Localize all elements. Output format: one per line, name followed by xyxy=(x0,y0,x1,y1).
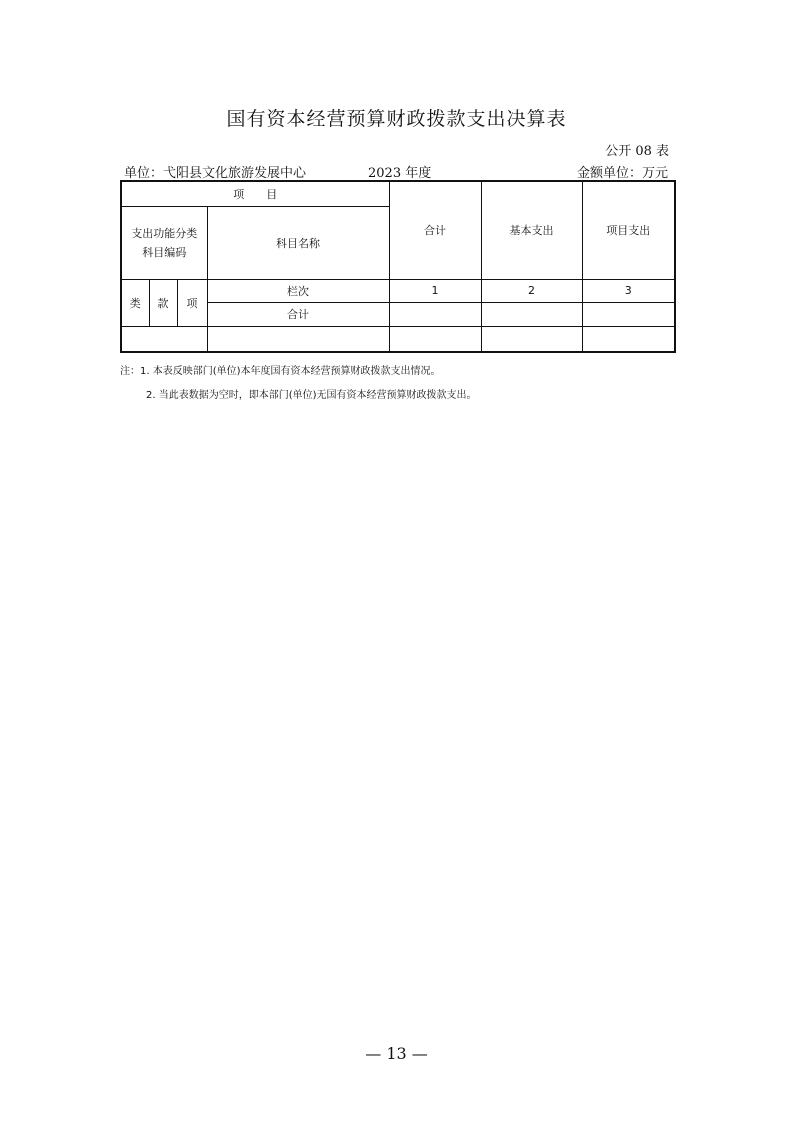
table-notes xyxy=(120,360,477,408)
reporting-unit: 单位：弋阳县文化旅游发展中心 xyxy=(124,166,307,181)
column-number-label: 栏次 xyxy=(207,279,389,302)
project-expenditure-header: 项目支出 xyxy=(582,181,675,279)
page-title: 国有资本经营预算财政拨款支出决算表 xyxy=(226,108,567,130)
empty-name-cell xyxy=(207,326,389,352)
form-number: 公开 08 表 xyxy=(605,144,669,159)
fiscal-year: 2023 年度 xyxy=(368,166,432,181)
column-number-1: 1 xyxy=(389,279,481,302)
kuan-header: 款 xyxy=(149,279,177,326)
empty-basic-cell xyxy=(481,326,582,352)
sum-project-cell xyxy=(582,302,675,326)
function-class-code-header xyxy=(121,206,207,279)
sum-total-cell xyxy=(389,302,481,326)
sum-basic-cell xyxy=(481,302,582,326)
note-1: 注：1. 本表反映部门(单位)本年度国有资本经营预算财政拨款支出情况。 xyxy=(120,366,441,377)
xiang-header: 项 xyxy=(177,279,207,326)
total-column-header: 合计 xyxy=(389,181,481,279)
empty-project-cell xyxy=(582,326,675,352)
amount-unit: 金额单位：万元 xyxy=(576,166,668,181)
lei-header: 类 xyxy=(121,279,149,326)
table-row xyxy=(121,326,675,352)
column-number-3: 3 xyxy=(582,279,675,302)
subject-code-label: 科目编码 xyxy=(142,245,187,259)
basic-expenditure-header: 基本支出 xyxy=(481,181,582,279)
sum-row-label: 合计 xyxy=(207,302,389,326)
column-number-2: 2 xyxy=(481,279,582,302)
expenditure-table xyxy=(120,180,676,353)
empty-code-cell xyxy=(121,326,207,352)
note-2: 2. 当此表数据为空时，即本部门(单位)无国有资本经营预算财政拨款支出。 xyxy=(146,390,477,401)
function-class-label: 支出功能分类 xyxy=(131,226,198,240)
subject-name-header: 科目名称 xyxy=(207,206,389,279)
empty-total-cell xyxy=(389,326,481,352)
item-header: 项 目 xyxy=(121,181,389,206)
page-number: — 13 — xyxy=(365,1044,428,1063)
meta-row xyxy=(120,160,672,180)
